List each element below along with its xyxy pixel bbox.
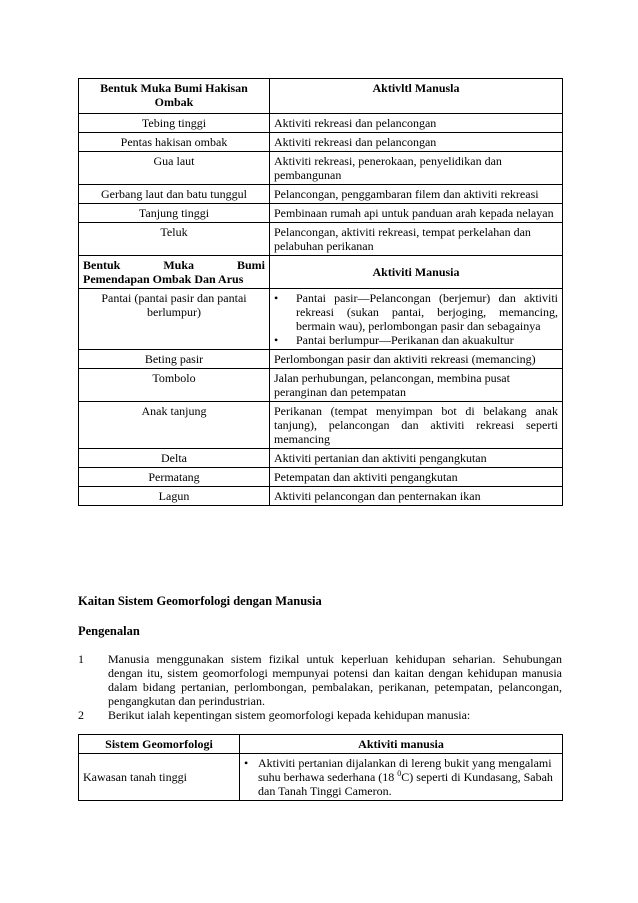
landform-cell: Beting pasir <box>79 350 270 369</box>
table-row <box>79 449 563 468</box>
table-row <box>79 133 563 152</box>
header-human-activity: Aktivltl Manusla <box>270 79 563 114</box>
landform-cell: Pentas hakisan ombak <box>79 133 270 152</box>
table-row <box>79 754 563 801</box>
activity-cell: Aktiviti rekreasi, penerokaan, penyelidikan dan pembangunan <box>270 152 563 185</box>
table-subheader-row <box>79 256 563 289</box>
landform-cell: Gerbang laut dan batu tunggul <box>79 185 270 204</box>
header-landform-erosion: Bentuk Muka Bumi Hakisan Ombak <box>79 79 270 114</box>
activity-cell: Pelancongan, penggambaran filem dan aktiviti rekreasi <box>270 185 563 204</box>
landform-cell: Delta <box>79 449 270 468</box>
table-row <box>79 223 563 256</box>
activity-cell: Aktiviti rekreasi dan pelancongan <box>270 114 563 133</box>
table-row <box>79 114 563 133</box>
numbered-list <box>78 652 562 722</box>
activity-cell: Pelancongan, aktiviti rekreasi, tempat perkelahan dan pelabuhan perikanan <box>270 223 563 256</box>
header-line-2: Pemendapan Ombak Dan Arus <box>83 272 244 286</box>
table-row <box>79 152 563 185</box>
landform-cell: Tombolo <box>79 369 270 402</box>
header-human-activity-2: Aktiviti Manusia <box>270 256 563 289</box>
landform-cell: Gua laut <box>79 152 270 185</box>
bullet-icon: • <box>244 756 249 770</box>
section-title: Kaitan Sistem Geomorfologi dengan Manusia <box>78 594 322 608</box>
header-word-2: Muka <box>163 258 195 272</box>
header-system: Sistem Geomorfologi <box>79 735 240 754</box>
table-row <box>79 185 563 204</box>
header-word-3: Bumi <box>236 258 265 272</box>
table-header-row <box>79 79 563 114</box>
header-activity: Aktiviti manusia <box>240 735 563 754</box>
landform-cell: Pantai (pantai pasir dan pantai berlumpur) <box>79 289 270 350</box>
landform-cell: Lagun <box>79 487 270 506</box>
subheading: Pengenalan <box>78 624 140 638</box>
landform-cell: Tanjung tinggi <box>79 204 270 223</box>
activity-cell: Aktiviti pelancongan dan penternakan ikan <box>270 487 563 506</box>
activity-cell: Pembinaan rumah api untuk panduan arah kepada nelayan <box>270 204 563 223</box>
header-word-1: Bentuk <box>83 258 121 272</box>
bullet-item: • Pantai berlumpur—Perikanan dan akuakultur <box>274 333 514 347</box>
landform-cell: Permatang <box>79 468 270 487</box>
system-cell: Kawasan tanah tinggi <box>79 754 240 801</box>
landform-cell: Tebing tinggi <box>79 114 270 133</box>
activity-cell: Aktiviti rekreasi dan pelancongan <box>270 133 563 152</box>
bullet-item: • Aktiviti pertanian dijalankan di lereng bukit yang mengalami suhu berhawa sederhana (18 $^0$C) seperti di Kundasang, Sabah dan Tanah Tinggi Cameron. <box>244 756 553 798</box>
landform-cell: Teluk <box>79 223 270 256</box>
table-row <box>79 369 563 402</box>
geomorphology-table <box>78 734 563 801</box>
list-item: 1 Manusia menggunakan sistem fizikal untuk keperluan kehidupan seharian. Sehubungan dengan itu, sistem geomorfologi mempunyai potensi dan kaitan dengan kehidupan manusia dalam bidang pertanian, perlombongan, pembalakan, perikanan, petempatan, pelancongan, pengangkutan dan perindustrian. <box>78 652 562 708</box>
table-row <box>79 289 563 350</box>
table-row <box>79 204 563 223</box>
table-row <box>79 402 563 449</box>
table-row <box>79 350 563 369</box>
bullet-item: • Pantai pasir—Pelancongan (berjemur) dan aktiviti rekreasi (sukan pantai, berjoging, memancing, bermain wau), perlombongan pasir dan sebagainya <box>274 291 558 333</box>
table-row <box>79 468 563 487</box>
activity-cell: Petempatan dan aktiviti pengangkutan <box>270 468 563 487</box>
table-row <box>79 487 563 506</box>
activity-cell: Jalan perhubungan, pelancongan, membina pusat peranginan dan petempatan <box>270 369 563 402</box>
activity-cell: Perikanan (tempat menyimpan bot di belakang anak tanjung), pelancongan dan aktiviti rekreasi seperti memancing <box>270 402 563 449</box>
bullet-icon: • <box>274 333 279 347</box>
activity-cell <box>240 754 563 801</box>
header-landform-deposition <box>79 256 270 289</box>
coastal-landform-table <box>78 78 563 506</box>
activity-cell: Aktiviti pertanian dan aktiviti pengangkutan <box>270 449 563 468</box>
activity-cell <box>270 289 563 350</box>
activity-cell: Perlombongan pasir dan aktiviti rekreasi (memancing) <box>270 350 563 369</box>
bullet-icon: • <box>274 291 279 305</box>
list-item: 2 Berikut ialah kepentingan sistem geomorfologi kepada kehidupan manusia: <box>78 708 471 722</box>
landform-cell: Anak tanjung <box>79 402 270 449</box>
table-header-row <box>79 735 563 754</box>
